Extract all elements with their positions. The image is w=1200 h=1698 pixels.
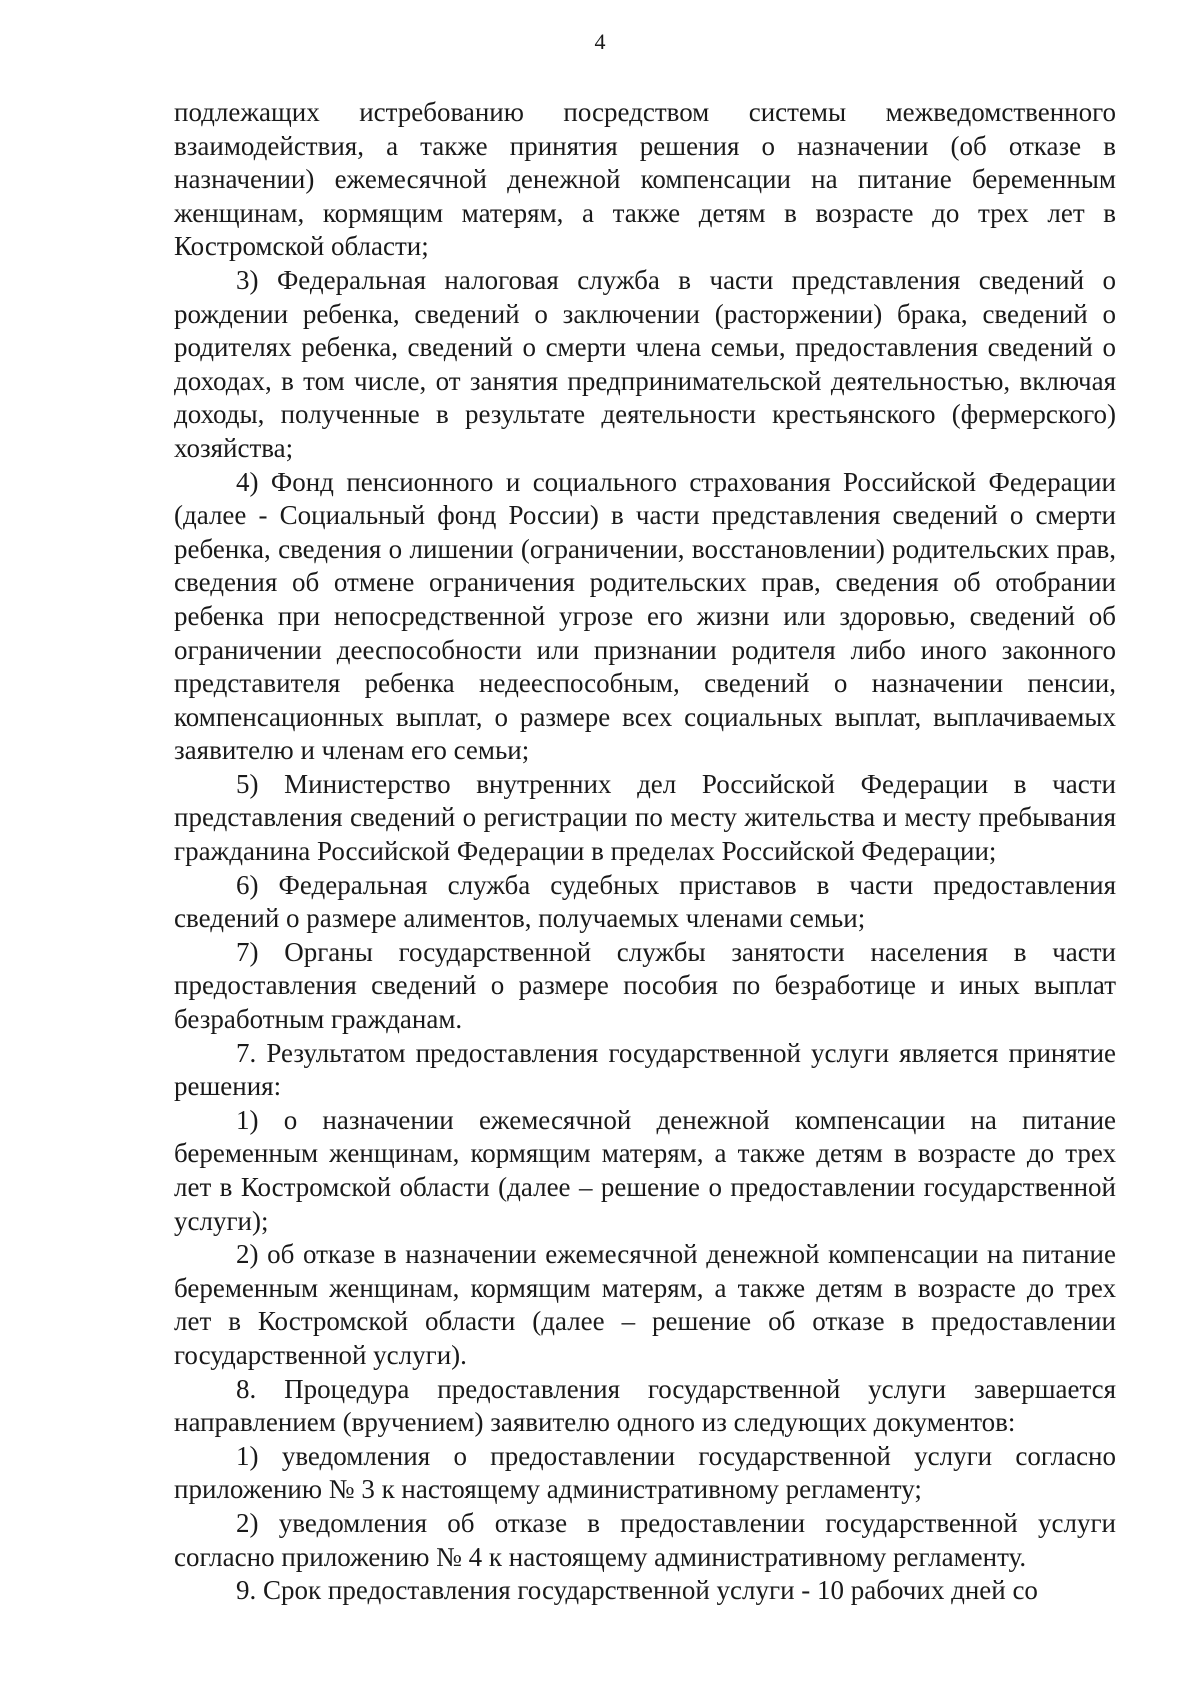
paragraph-result-2-refusal: 2) об отказе в назначении ежемесячной денежной компенсации на питание беременным женщинам, кормящим матерям, а также детям в возрасте до трех лет в Костромской области (далее – решение об отказе в предоставлении государственной услуги). [174,1239,1116,1370]
paragraph-continuation: подлежащих истребованию посредством системы межведомственного взаимодействия, а также принятия решения о назначении (об отказе в назначении) ежемесячной денежной компенсации на питание беременным женщинам, кормящим матерям, а также детям в возрасте до трех лет в Костромской области; [174,97,1116,262]
paragraph-item-3-tax-service: 3) Федеральная налоговая служба в части представления сведений о рождении ребенка, сведений о заключении (расторжении) брака, сведений о родителях ребенка, сведений о смерти члена семьи, предоставления сведений о доходах, в том числе, от занятия предпринимательской деятельностью, включая доходы, полученные в результате деятельности крестьянского (фермерского) хозяйства; [174,264,1116,463]
paragraph-clause-9-term: 9. Срок предоставления государственной услуги - 10 рабочих дней со [236,1575,1038,1606]
paragraph-item-5-interior-ministry: 5) Министерство внутренних дел Российской Федерации в части представления сведений о регистрации по месту жительства и месту пребывания гражданина Российской Федерации в пределах Российской Федерации; [174,768,1116,867]
paragraph-item-6-bailiffs: 6) Федеральная служба судебных приставов в части предоставления сведений о размере алиментов, получаемых членами семьи; [174,869,1116,934]
paragraph-clause-8-procedure: 8. Процедура предоставления государственной услуги завершается направлением (вручением) заявителю одного из следующих документов: [174,1373,1116,1438]
page-number: 4 [594,29,606,54]
paragraph-clause-7-result: 7. Результатом предоставления государственной услуги является принятие решения: [174,1037,1116,1102]
paragraph-item-7-employment: 7) Органы государственной службы занятости населения в части предоставления сведений о размере пособия по безработице и иных выплат безработным гражданам. [174,936,1116,1035]
paragraph-notice-1: 1) уведомления о предоставлении государственной услуги согласно приложению № 3 к настоящему административному регламенту; [174,1440,1116,1505]
paragraph-result-1-approval: 1) о назначении ежемесячной денежной компенсации на питание беременным женщинам, кормящим матерям, а также детям в возрасте до трех лет в Костромской области (далее – решение о предоставлении государственной услуги); [174,1104,1116,1236]
document-body [174,96,1116,1608]
paragraph-notice-2: 2) уведомления об отказе в предоставлении государственной услуги согласно приложению № 4 к настоящему административному регламенту. [174,1507,1116,1572]
paragraph-item-4-social-fund: 4) Фонд пенсионного и социального страхования Российской Федерации (далее - Социальный фонд России) в части представления сведений о смерти ребенка, сведения о лишении (ограничении, восстановлении) родительских прав, сведения об отмене ограничения родительских прав, сведения об отобрании ребенка при непосредственной угрозе его жизни или здоровью, сведений об ограничении дееспособности или признании родителя либо иного законного представителя ребенка недееспособным, сведений о назначении пенсии, компенсационных выплат, о размере всех социальных выплат, выплачиваемых заявителю и членам его семьи; [174,466,1116,766]
